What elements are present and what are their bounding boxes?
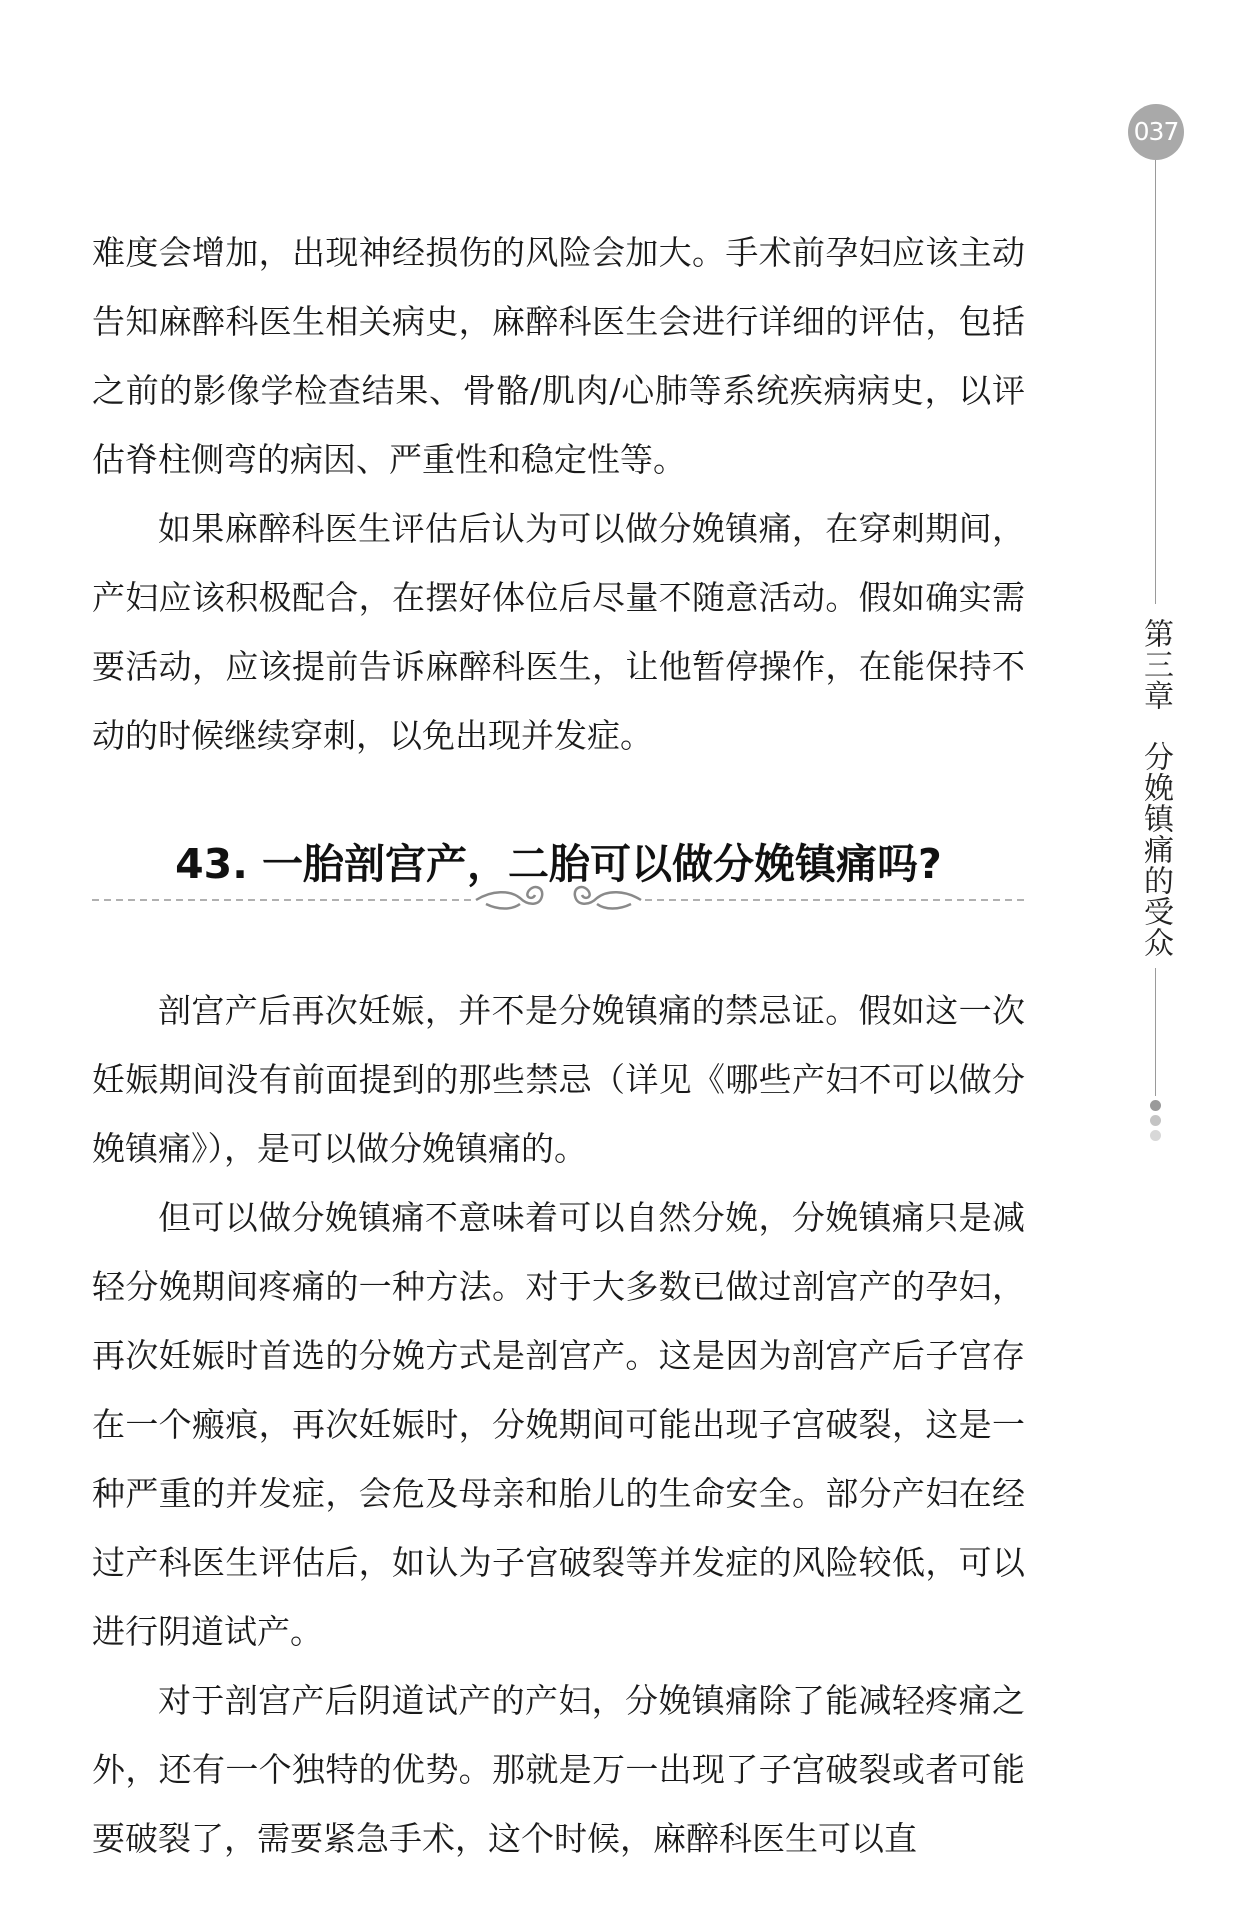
cloud-ornament-right: [575, 887, 641, 908]
chapter-running-header: [1135, 618, 1177, 958]
chapter-title: 分娩镇痛的受众: [1138, 741, 1173, 958]
side-dot-2: [1150, 1115, 1161, 1126]
chapter-label: 第三章: [1138, 618, 1173, 711]
side-rule-top: [1155, 160, 1156, 604]
paragraph: 如果麻醉科医生评估后认为可以做分娩镇痛，在穿刺期间，产妇应该积极配合，在摆好体位后尽量不随意活动。假如确实需要活动，应该提前告诉麻醉科医生，让他暂停操作，在能保持不动的时候继续穿刺，以免出现并发症。: [92, 509, 1025, 755]
cloud-ornament-left: [476, 887, 542, 908]
section2-body: [92, 976, 1025, 1873]
ornamental-divider: [92, 880, 1025, 920]
section1-body: [92, 218, 1025, 770]
paragraph: 剖宫产后再次妊娠，并不是分娩镇痛的禁忌证。假如这一次妊娠期间没有前面提到的那些禁忌（详见《哪些产妇不可以做分娩镇痛》），是可以做分娩镇痛的。: [92, 991, 1025, 1168]
side-rule-bottom: [1155, 968, 1156, 1096]
page-number-badge: 037: [1128, 104, 1184, 160]
side-dot-1: [1150, 1100, 1161, 1111]
side-dot-3: [1150, 1130, 1161, 1141]
section-heading: 43. 一胎剖宫产，二胎可以做分娩镇痛吗?: [175, 840, 942, 889]
paragraph: 但可以做分娩镇痛不意味着可以自然分娩，分娩镇痛只是减轻分娩期间疼痛的一种方法。对于大多数已做过剖宫产的孕妇，再次妊娠时首选的分娩方式是剖宫产。这是因为剖宫产后子宫存在一个瘢痕，再次妊娠时，分娩期间可能出现子宫破裂，这是一种严重的并发症，会危及母亲和胎儿的生命安全。部分产妇在经过产科医生评估后，如认为子宫破裂等并发症的风险较低，可以进行阴道试产。: [92, 1198, 1025, 1651]
paragraph: 对于剖宫产后阴道试产的产妇，分娩镇痛除了能减轻疼痛之外，还有一个独特的优势。那就是万一出现了子宫破裂或者可能要破裂了，需要紧急手术，这个时候，麻醉科医生可以直: [92, 1681, 1025, 1858]
paragraph-continued: 难度会增加，出现神经损伤的风险会加大。手术前孕妇应该主动告知麻醉科医生相关病史，麻醉科医生会进行详细的评估，包括之前的影像学检查结果、骨骼/肌肉/心肺等系统疾病病史，以评估脊柱侧弯的病因、严重性和稳定性等。: [92, 233, 1025, 479]
